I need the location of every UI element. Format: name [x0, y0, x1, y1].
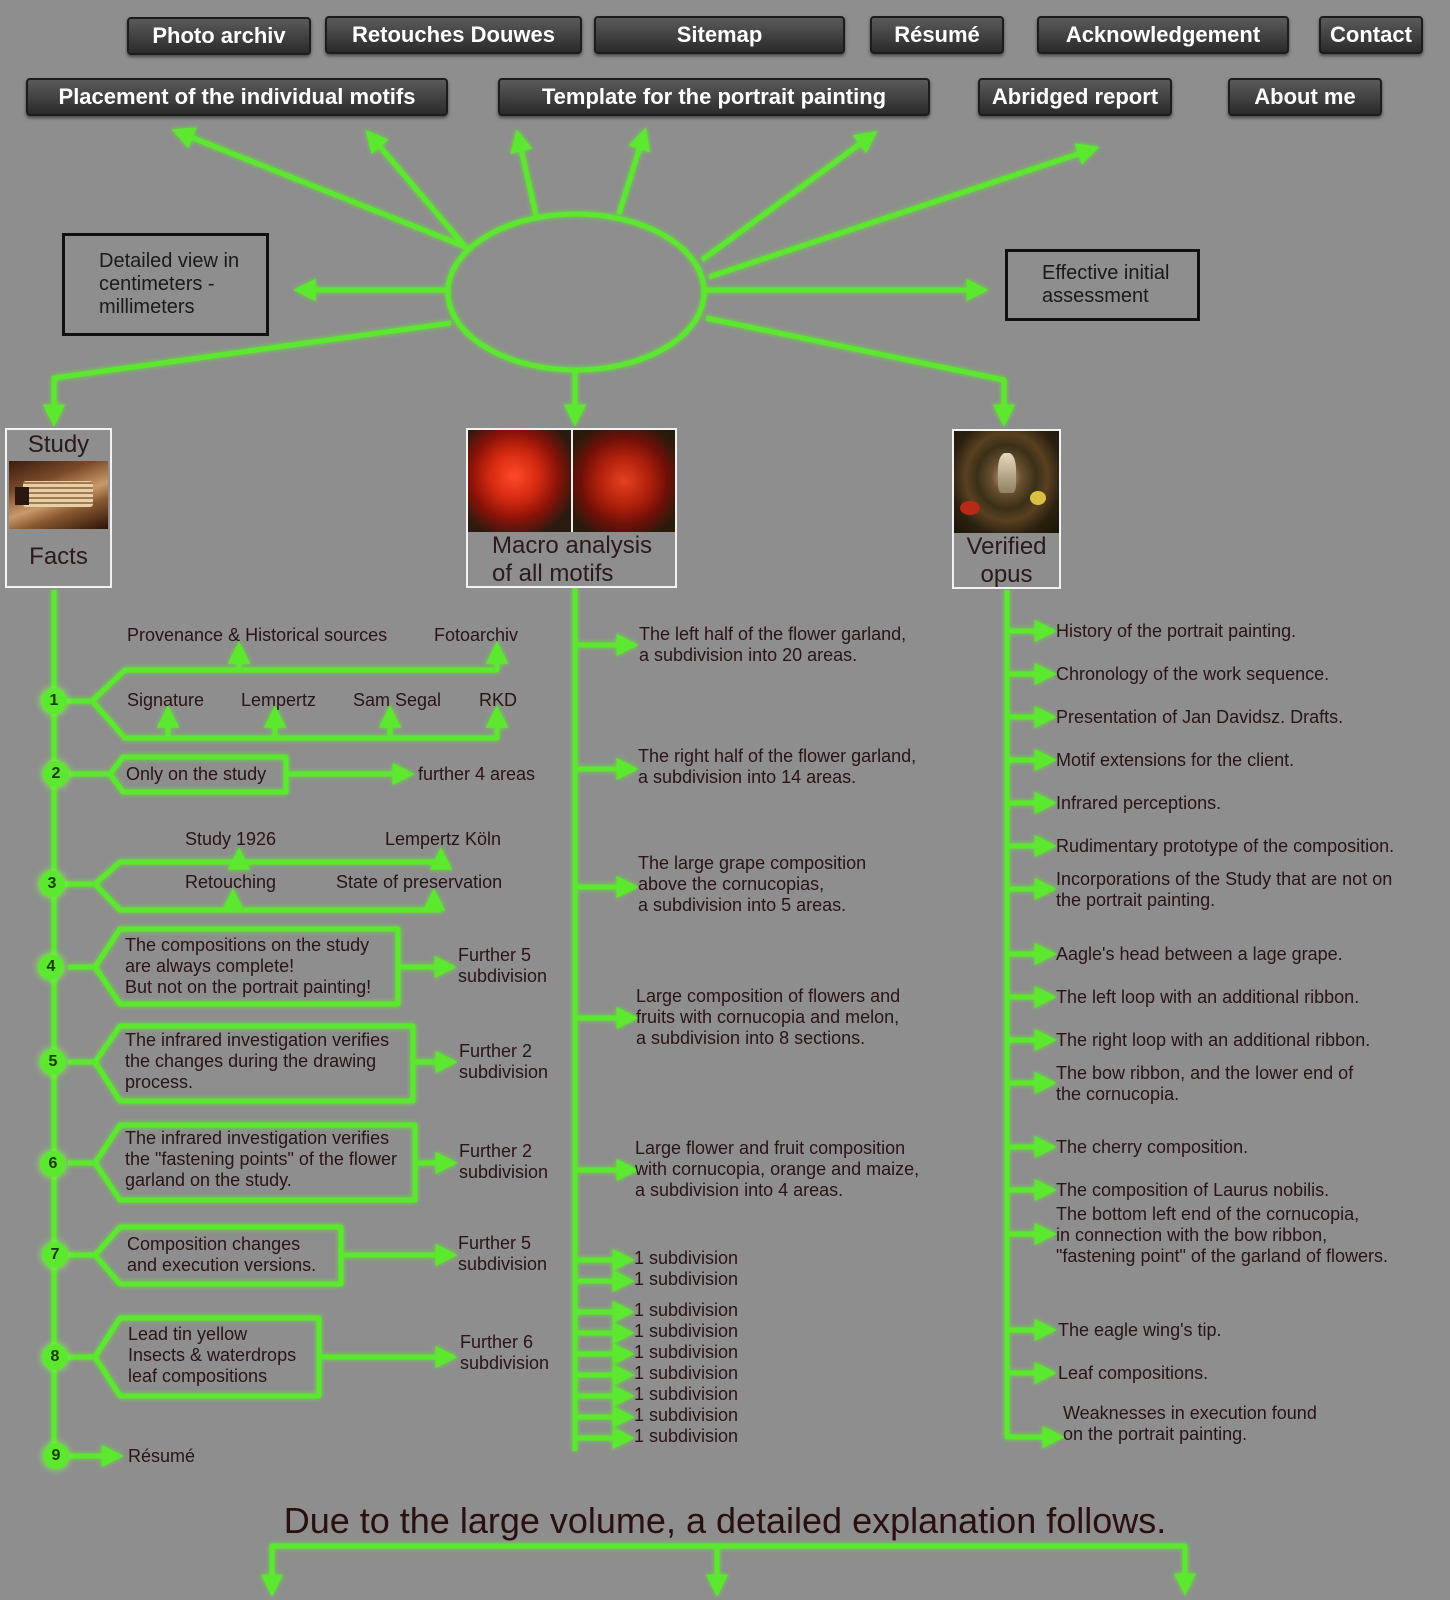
- subdivision-item[interactable]: 1 subdivision: [634, 1269, 739, 1289]
- state-of-preservation-label[interactable]: State of preservation: [336, 872, 503, 892]
- nav-acknowledgement-button[interactable]: Acknowledgement: [1037, 16, 1289, 54]
- subdivision-item[interactable]: 1 subdivision: [634, 1384, 739, 1404]
- opus-list-item[interactable]: Chronology of the work sequence.: [1056, 664, 1330, 684]
- detailed-view-line-3: millimeters: [99, 296, 195, 318]
- subdivision-item[interactable]: 1 subdivision: [634, 1321, 739, 1341]
- subdivision-item[interactable]: 1 subdivision: [634, 1342, 739, 1362]
- opus-painting-image: [954, 431, 1059, 533]
- retouching-label[interactable]: Retouching: [185, 872, 277, 892]
- central-hub-ellipse: [448, 214, 704, 370]
- opus-list-item[interactable]: Weaknesses in execution found on the portrait painting.: [1063, 1403, 1317, 1444]
- step-5-marker[interactable]: 5: [40, 1049, 66, 1075]
- opus-list-item[interactable]: Aagle's head between a lage grape.: [1056, 944, 1343, 964]
- detailed-view-box[interactable]: [62, 233, 269, 336]
- arrow-to-placement-2: [370, 135, 468, 250]
- step-6-marker[interactable]: 6: [40, 1151, 66, 1177]
- step-7-marker[interactable]: 7: [42, 1242, 68, 1268]
- macro-flower-image: [468, 430, 675, 532]
- nav-sitemap-button[interactable]: Sitemap: [594, 16, 845, 54]
- step-3-marker[interactable]: 3: [39, 871, 65, 897]
- macro-label-line-2: of all motifs: [492, 560, 614, 587]
- opus-label-line-2: opus: [980, 561, 1033, 588]
- arrow-to-opus: [706, 318, 1004, 420]
- nav-contact-button[interactable]: Contact: [1319, 16, 1423, 54]
- macro-analysis-card[interactable]: [466, 428, 677, 588]
- lempertz-label[interactable]: Lempertz: [241, 690, 317, 710]
- arrow-to-template-2: [619, 134, 644, 214]
- sam-segal-label[interactable]: Sam Segal: [353, 690, 442, 710]
- nav-resume-button[interactable]: Résumé: [870, 16, 1004, 54]
- arrow-to-placement: [178, 132, 466, 247]
- verified-opus-card[interactable]: [952, 429, 1061, 589]
- subdivision-item[interactable]: 1 subdivision: [634, 1405, 739, 1425]
- opus-list-item[interactable]: Leaf compositions.: [1058, 1363, 1209, 1383]
- further-2-subdivision-b[interactable]: Further 2 subdivision: [459, 1141, 549, 1182]
- further-4-areas-label[interactable]: further 4 areas: [418, 764, 536, 784]
- opus-list-item[interactable]: Presentation of Jan Davidsz. Drafts.: [1056, 707, 1344, 727]
- subdivision-item[interactable]: 1 subdivision: [634, 1300, 739, 1320]
- infrared-drawing-text[interactable]: The infrared investigation verifies the changes during the drawing process.: [125, 1030, 390, 1092]
- resume-step-label[interactable]: Résumé: [128, 1446, 196, 1466]
- middle-item-4[interactable]: Large composition of flowers and fruits with cornucopia and melon, a subdivision into 8 sections.: [636, 986, 901, 1048]
- step-2-marker[interactable]: 2: [43, 761, 69, 787]
- opus-label-line-1: Verified: [966, 533, 1047, 560]
- further-5-subdivision-b[interactable]: Further 5 subdivision: [458, 1233, 548, 1274]
- infrared-fastening-text[interactable]: The infrared investigation verifies the "fastening points" of the flower garland on the study.: [125, 1128, 397, 1190]
- study-facts-card[interactable]: [5, 428, 112, 588]
- compositions-study-text[interactable]: The compositions on the study are always complete! But not on the portrait painting!: [125, 935, 372, 997]
- opus-list-item[interactable]: Rudimentary prototype of the composition.: [1056, 836, 1395, 856]
- footer-branch: [272, 1546, 1185, 1589]
- opus-list-item[interactable]: The bottom left end of the cornucopia, in connection with the bow ribbon, "fastening point" of the garland of flowers.: [1056, 1204, 1388, 1266]
- arrow-to-template: [518, 136, 536, 215]
- macro-label-line-1: Macro analysis: [492, 532, 653, 559]
- step-4-marker[interactable]: 4: [38, 954, 64, 980]
- further-6-subdivision[interactable]: Further 6 subdivision: [460, 1332, 550, 1373]
- opus-list-item[interactable]: The left loop with an additional ribbon.: [1056, 987, 1360, 1007]
- arrow-to-abridged: [702, 135, 872, 260]
- opus-list-item[interactable]: The right loop with an additional ribbon.: [1056, 1030, 1371, 1050]
- study-1926-label[interactable]: Study 1926: [185, 829, 277, 849]
- lead-tin-yellow-text[interactable]: Lead tin yellow Insects & waterdrops leaf compositions: [128, 1324, 297, 1386]
- nav-placement-motifs-button[interactable]: Placement of the individual motifs: [26, 78, 448, 116]
- fotoarchiv-label[interactable]: Fotoarchiv: [434, 625, 519, 645]
- opus-list-item[interactable]: Infrared perceptions.: [1056, 793, 1222, 813]
- effective-assessment-line-1: Effective initial: [1042, 262, 1170, 284]
- nav-retouches-douwes-button[interactable]: Retouches Douwes: [325, 16, 582, 54]
- footer-note: Due to the large volume, a detailed explanation follows.: [283, 1500, 1167, 1541]
- study-label: Study: [27, 431, 90, 458]
- effective-assessment-box[interactable]: [1005, 249, 1200, 321]
- signature-label[interactable]: Signature: [127, 690, 205, 710]
- nav-abridged-report-button[interactable]: Abridged report: [978, 78, 1172, 116]
- opus-list-item[interactable]: The composition of Laurus nobilis.: [1056, 1180, 1330, 1200]
- opus-list-item[interactable]: The cherry composition.: [1056, 1137, 1249, 1157]
- rkd-label[interactable]: RKD: [479, 690, 518, 710]
- lempertz-koln-label[interactable]: Lempertz Köln: [385, 829, 502, 849]
- further-5-subdivision-a[interactable]: Further 5 subdivision: [458, 945, 548, 986]
- arrow-to-study: [54, 323, 451, 420]
- subdivision-item[interactable]: 1 subdivision: [634, 1363, 739, 1383]
- middle-item-1[interactable]: The left half of the flower garland, a subdivision into 20 areas.: [639, 624, 907, 665]
- detailed-view-line-2: centimeters -: [99, 273, 215, 295]
- middle-item-3[interactable]: The large grape composition above the cornucopias, a subdivision into 5 areas.: [638, 853, 867, 915]
- nav-photo-archiv-button[interactable]: Photo archiv: [127, 17, 311, 55]
- provenance-label[interactable]: Provenance & Historical sources: [127, 625, 388, 645]
- facts-label: Facts: [29, 543, 88, 570]
- step-8-marker[interactable]: 8: [42, 1344, 68, 1370]
- subdivision-item[interactable]: 1 subdivision: [634, 1426, 739, 1446]
- further-2-subdivision-a[interactable]: Further 2 subdivision: [459, 1041, 549, 1082]
- opus-list-item[interactable]: History of the portrait painting.: [1056, 621, 1297, 641]
- opus-list-item[interactable]: The bow ribbon, and the lower end of the cornucopia.: [1056, 1063, 1354, 1104]
- step-9-marker[interactable]: 9: [43, 1443, 69, 1469]
- composition-changes-text[interactable]: Composition changes and execution versions.: [127, 1234, 317, 1275]
- opus-list-item[interactable]: Motif extensions for the client.: [1056, 750, 1295, 770]
- effective-assessment-line-2: assessment: [1042, 285, 1149, 307]
- step-1-marker[interactable]: 1: [41, 688, 67, 714]
- subdivision-item[interactable]: 1 subdivision: [634, 1248, 739, 1268]
- middle-item-2[interactable]: The right half of the flower garland, a subdivision into 14 areas.: [638, 746, 917, 787]
- opus-list-item[interactable]: Incorporations of the Study that are not on the portrait painting.: [1056, 869, 1393, 910]
- nav-template-portrait-button[interactable]: Template for the portrait painting: [498, 78, 930, 116]
- only-on-study-label[interactable]: Only on the study: [126, 764, 267, 784]
- opus-list-item[interactable]: The eagle wing's tip.: [1058, 1320, 1222, 1340]
- study-book-image: [9, 461, 108, 529]
- detailed-view-line-1: Detailed view in: [99, 250, 240, 272]
- nav-about-me-button[interactable]: About me: [1228, 78, 1382, 116]
- middle-item-5[interactable]: Large flower and fruit composition with cornucopia, orange and maize, a subdivision into 4 areas.: [635, 1138, 920, 1200]
